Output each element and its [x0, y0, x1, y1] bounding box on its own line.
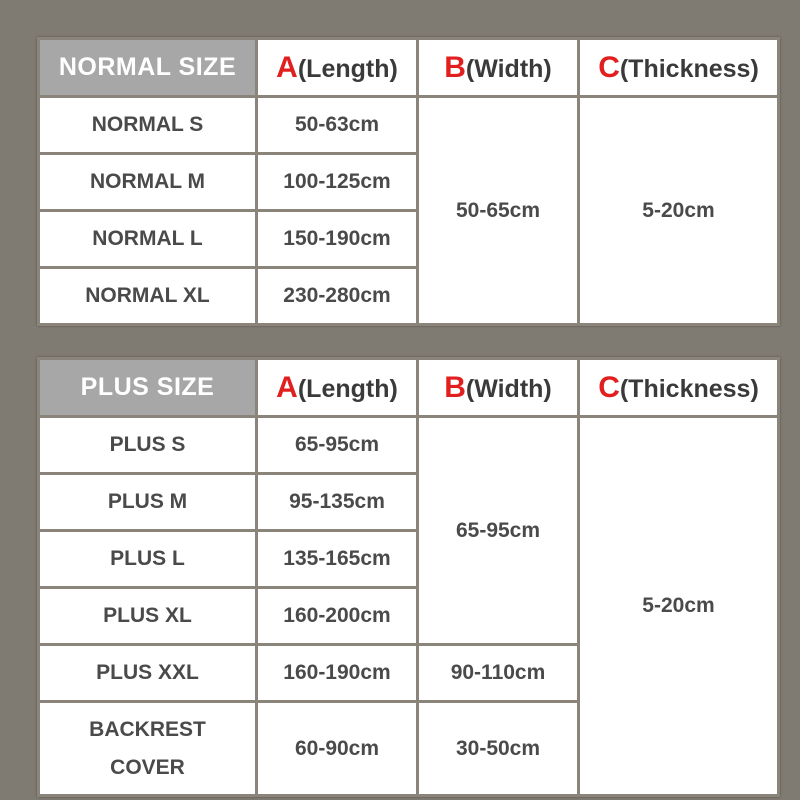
- width-label: (Width): [465, 55, 552, 83]
- length-letter: A: [276, 371, 298, 404]
- width-value: 65-95cm: [418, 417, 579, 645]
- length-value: 65-95cm: [257, 417, 418, 474]
- length-value: 150-190cm: [257, 211, 418, 268]
- length-header: [257, 39, 418, 97]
- thickness-value: 5-20cm: [579, 97, 779, 325]
- length-value: 160-200cm: [257, 588, 418, 645]
- size-name-line1: BACKREST: [89, 717, 206, 741]
- size-name: NORMAL M: [39, 154, 257, 211]
- thickness-header: [579, 39, 779, 97]
- thickness-header: [579, 359, 779, 417]
- size-name: PLUS L: [39, 531, 257, 588]
- length-value: 95-135cm: [257, 474, 418, 531]
- width-value: 50-65cm: [418, 97, 579, 325]
- size-name: NORMAL S: [39, 97, 257, 154]
- length-value: 160-190cm: [257, 645, 418, 702]
- table-row: [39, 417, 779, 474]
- size-name: PLUS XXL: [39, 645, 257, 702]
- normal-size-title: NORMAL SIZE: [39, 39, 257, 97]
- size-name: PLUS S: [39, 417, 257, 474]
- normal-size-table: [37, 37, 780, 326]
- width-value: 30-50cm: [418, 702, 579, 796]
- length-header: [257, 359, 418, 417]
- thickness-value: 5-20cm: [579, 417, 779, 796]
- size-name: NORMAL XL: [39, 268, 257, 325]
- length-label: (Length): [297, 55, 398, 83]
- length-value: 50-63cm: [257, 97, 418, 154]
- table-row: [39, 97, 779, 154]
- width-header: [418, 39, 579, 97]
- length-value: 60-90cm: [257, 702, 418, 796]
- thickness-letter: C: [598, 371, 620, 404]
- normal-header-row: [39, 39, 779, 97]
- length-value: 100-125cm: [257, 154, 418, 211]
- width-value: 90-110cm: [418, 645, 579, 702]
- length-letter: A: [276, 51, 298, 84]
- size-name: PLUS XL: [39, 588, 257, 645]
- width-letter: B: [444, 51, 466, 84]
- thickness-label: (Thickness): [619, 55, 759, 83]
- size-name: [39, 702, 257, 796]
- width-label: (Width): [465, 375, 552, 403]
- size-name: PLUS M: [39, 474, 257, 531]
- size-name: NORMAL L: [39, 211, 257, 268]
- plus-header-row: [39, 359, 779, 417]
- plus-size-title: PLUS SIZE: [39, 359, 257, 417]
- thickness-letter: C: [598, 51, 620, 84]
- length-value: 230-280cm: [257, 268, 418, 325]
- width-letter: B: [444, 371, 466, 404]
- plus-size-table: [37, 357, 780, 797]
- width-header: [418, 359, 579, 417]
- size-name-line2: COVER: [110, 755, 185, 779]
- thickness-label: (Thickness): [619, 375, 759, 403]
- length-value: 135-165cm: [257, 531, 418, 588]
- length-label: (Length): [297, 375, 398, 403]
